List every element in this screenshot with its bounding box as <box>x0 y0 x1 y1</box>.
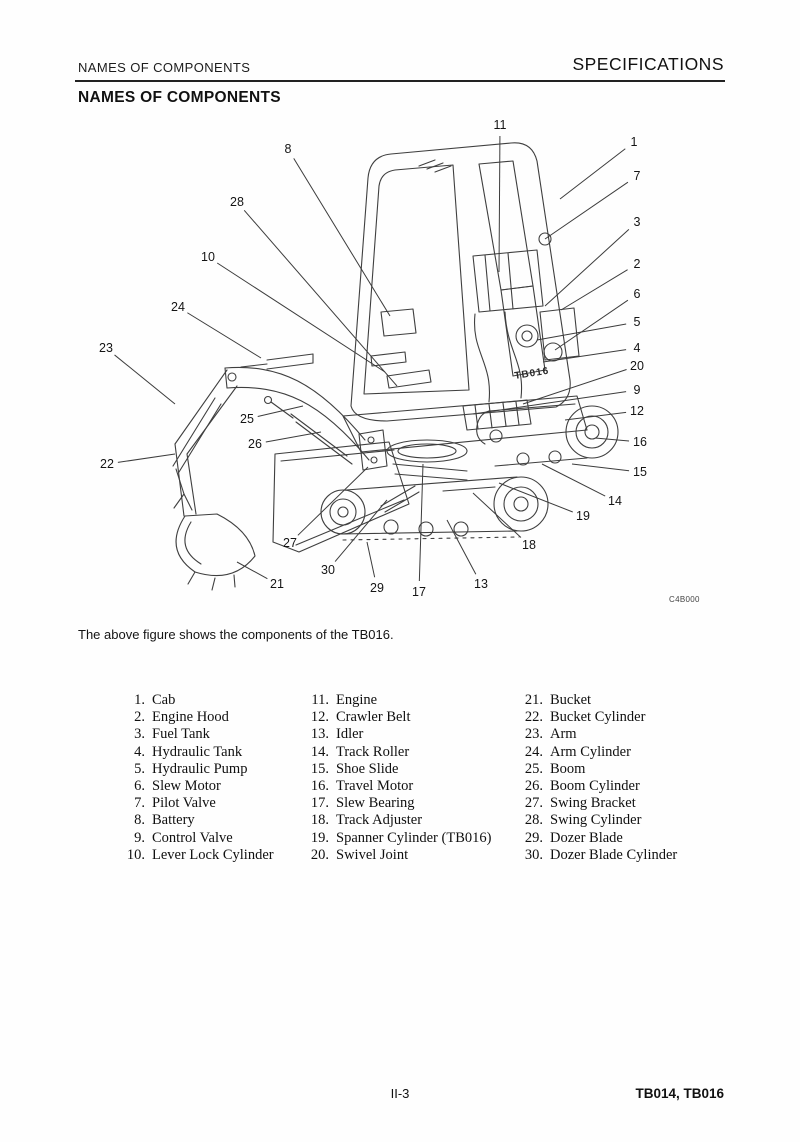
component-label: Track Roller <box>336 743 410 760</box>
component-item <box>297 830 491 847</box>
callout-number: 22 <box>100 457 114 471</box>
callout-leader-line <box>118 454 175 462</box>
component-label: Bucket <box>550 692 592 708</box>
callout-number: 9 <box>633 383 641 397</box>
component-item <box>113 830 274 847</box>
component-label: Swivel Joint <box>336 846 409 863</box>
component-number: 8. <box>134 812 145 829</box>
callout-number: 12 <box>630 404 644 418</box>
callout-number: 2 <box>633 257 641 271</box>
component-column <box>297 692 491 864</box>
component-item <box>511 812 677 829</box>
callout-leader-line <box>542 464 605 496</box>
running-header-right: SPECIFICATIONS <box>572 54 724 74</box>
page-title: NAMES OF COMPONENTS <box>78 89 281 106</box>
page-number: II-3 <box>390 1086 410 1101</box>
callout-number: 1 <box>630 135 638 149</box>
component-number: 11. <box>311 692 329 708</box>
component-label: Idler <box>336 726 364 743</box>
component-number: 24. <box>524 743 543 760</box>
callout-number: 24 <box>171 300 185 314</box>
callout-number: 20 <box>630 359 644 373</box>
component-item <box>113 692 274 709</box>
excavator-drawing <box>173 143 618 590</box>
component-label: Engine <box>336 692 378 708</box>
callout-number: 18 <box>522 538 536 552</box>
callout-leader-line <box>447 520 476 574</box>
component-item <box>511 795 677 812</box>
callout-leader-line <box>335 500 387 562</box>
callout-number: 19 <box>576 509 590 523</box>
callout-leader-line <box>572 464 629 471</box>
component-item <box>297 795 491 812</box>
callout-number: 3 <box>633 215 641 229</box>
callout-leader-line <box>499 483 573 512</box>
callout-leader-line <box>298 467 368 535</box>
component-item <box>297 778 491 795</box>
component-label: Dozer Blade <box>550 829 623 846</box>
callout-leader-line <box>187 313 261 358</box>
component-label: Slew Motor <box>152 777 221 794</box>
component-number: 13. <box>310 726 329 743</box>
component-label: Swing Cylinder <box>550 812 642 829</box>
component-number: 23. <box>524 726 543 743</box>
figure-code: C4B000 <box>669 595 700 604</box>
component-number: 21. <box>524 692 543 708</box>
callout-number: 26 <box>248 437 262 451</box>
component-column <box>113 692 274 864</box>
component-number: 26. <box>524 777 543 794</box>
callout-number: 27 <box>283 536 297 550</box>
callout-number: 10 <box>201 250 215 264</box>
callout-number: 29 <box>370 581 384 595</box>
component-label: Travel Motor <box>336 777 414 794</box>
component-number: 9. <box>134 829 145 846</box>
component-label: Arm Cylinder <box>550 743 631 760</box>
component-number: 27. <box>524 795 543 812</box>
component-number: 16. <box>310 777 329 794</box>
component-label: Pilot Valve <box>152 795 216 812</box>
component-item <box>113 847 274 864</box>
component-item <box>113 709 274 726</box>
component-item <box>511 709 677 726</box>
component-number: 18. <box>310 812 329 829</box>
component-label: Battery <box>152 812 195 829</box>
component-number: 12. <box>310 709 329 726</box>
component-number: 7. <box>134 795 145 812</box>
component-label: Engine Hood <box>152 709 229 726</box>
component-item <box>113 795 274 812</box>
callout-number: 30 <box>321 563 335 577</box>
component-label: Fuel Tank <box>152 726 210 743</box>
component-item <box>113 778 274 795</box>
callout-number: 11 <box>493 118 507 132</box>
component-number: 22. <box>524 709 543 726</box>
component-number: 30. <box>524 846 543 863</box>
component-item <box>511 726 677 743</box>
component-number: 4. <box>134 743 145 760</box>
callout-leader-line <box>499 136 500 272</box>
component-number: 19. <box>310 829 329 846</box>
callout-leader-line <box>367 542 375 577</box>
component-label: Hydraulic Tank <box>152 743 243 760</box>
component-list <box>75 692 725 877</box>
callout-leader-line <box>237 562 267 579</box>
callout-number: 23 <box>99 341 113 355</box>
component-item <box>297 692 491 709</box>
callout-number: 15 <box>633 465 647 479</box>
component-number: 15. <box>310 760 329 777</box>
component-item <box>511 692 677 709</box>
component-label: Bucket Cylinder <box>550 709 646 726</box>
figure-caption: The above figure shows the components of the TB016. <box>78 627 394 642</box>
component-number: 1. <box>134 692 145 708</box>
component-item <box>511 830 677 847</box>
callout-number: 25 <box>240 412 254 426</box>
component-item <box>113 761 274 778</box>
component-number: 28. <box>524 812 543 829</box>
component-number: 6. <box>134 777 145 794</box>
callout-number: 5 <box>633 315 641 329</box>
component-label: Boom <box>550 760 586 777</box>
callout-number: 4 <box>633 341 641 355</box>
running-header-left: NAMES OF COMPONENTS <box>78 60 251 75</box>
component-item <box>511 778 677 795</box>
component-item <box>297 709 491 726</box>
component-label: Crawler Belt <box>336 709 411 726</box>
footer-model-numbers: TB014, TB016 <box>635 1086 724 1101</box>
component-label: Hydraulic Pump <box>152 760 248 777</box>
component-label: Lever Lock Cylinder <box>152 846 274 863</box>
component-item <box>297 812 491 829</box>
component-number: 10. <box>126 846 145 863</box>
component-figure <box>75 114 725 617</box>
component-label: Spanner Cylinder (TB016) <box>336 829 492 846</box>
excavator-line-drawing <box>75 114 725 617</box>
component-number: 25. <box>524 760 543 777</box>
callout-leader-line <box>115 355 175 404</box>
component-number: 3. <box>134 726 145 743</box>
component-label: Shoe Slide <box>336 760 399 777</box>
callout-leader-line <box>543 350 626 362</box>
component-label: Track Adjuster <box>336 812 423 829</box>
callout-number: 8 <box>284 142 292 156</box>
callout-number: 21 <box>270 577 284 591</box>
component-label: Boom Cylinder <box>550 777 640 794</box>
component-label: Dozer Blade Cylinder <box>550 846 678 863</box>
component-label: Arm <box>550 726 577 743</box>
component-number: 29. <box>524 829 543 846</box>
component-label: Slew Bearing <box>336 795 415 812</box>
component-item <box>113 812 274 829</box>
component-label: Cab <box>152 692 176 708</box>
component-item <box>297 847 491 864</box>
component-item <box>511 761 677 778</box>
callout-leader-line <box>258 406 303 417</box>
component-label: Control Valve <box>152 829 233 846</box>
component-number: 17. <box>310 795 329 812</box>
callout-number: 7 <box>633 169 641 183</box>
component-number: 14. <box>310 743 329 760</box>
component-item <box>511 744 677 761</box>
callout-number: 14 <box>608 494 622 508</box>
callout-number: 17 <box>412 585 426 599</box>
callout-number: 6 <box>633 287 641 301</box>
component-item <box>297 744 491 761</box>
component-label: Swing Bracket <box>550 795 636 812</box>
callout-leader-line <box>560 149 625 199</box>
callout-leader-line <box>561 270 628 310</box>
component-column <box>511 692 677 864</box>
component-item <box>297 726 491 743</box>
component-item <box>511 847 677 864</box>
machine-model-label: TB016 <box>513 365 551 382</box>
component-item <box>113 744 274 761</box>
component-item <box>113 726 274 743</box>
callout-number: 28 <box>230 195 244 209</box>
component-number: 20. <box>310 846 329 863</box>
callout-leader-line <box>595 438 629 441</box>
component-item <box>297 761 491 778</box>
callout-leader-line <box>545 182 628 239</box>
callout-number: 13 <box>474 577 488 591</box>
component-number: 5. <box>134 760 145 777</box>
component-number: 2. <box>134 709 145 726</box>
header-rule <box>75 80 725 82</box>
callout-leader-line <box>266 432 321 442</box>
callout-number: 16 <box>633 435 647 449</box>
callout-layer <box>99 118 647 599</box>
